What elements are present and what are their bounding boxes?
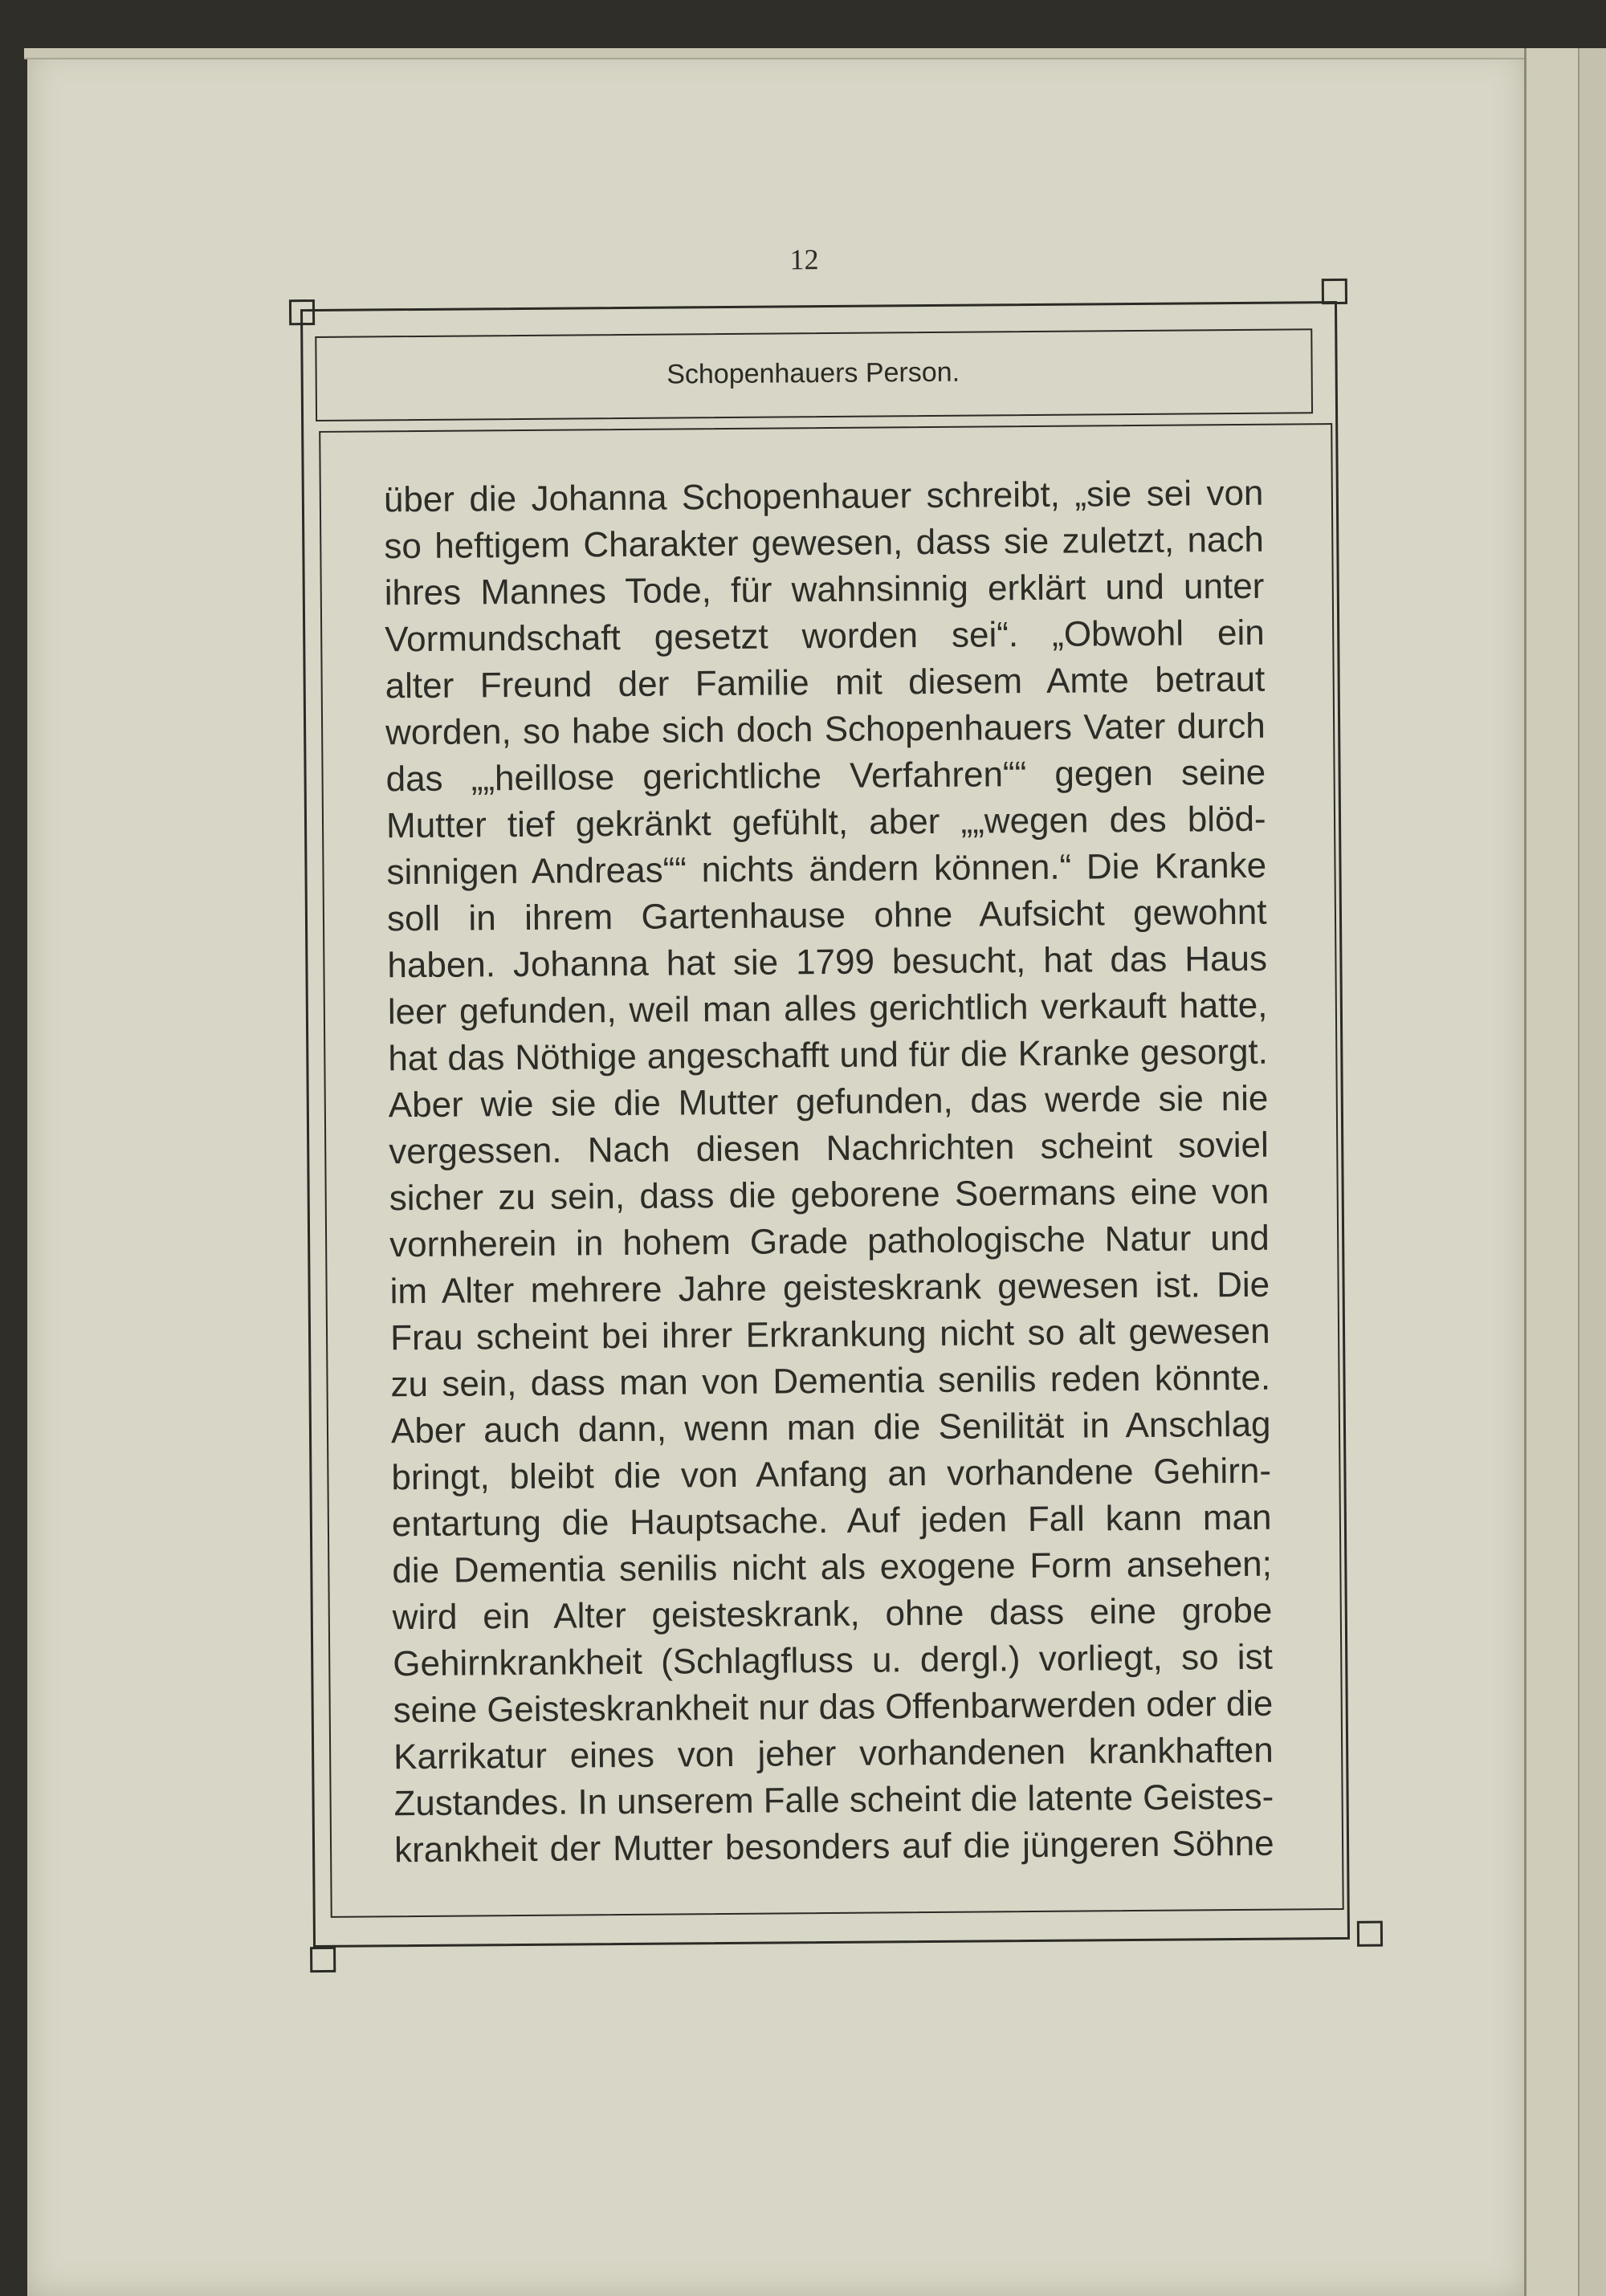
text-line xyxy=(393,1728,1274,1781)
text-line xyxy=(388,1029,1268,1083)
text-line-content: Vormundschaft gesetzt worden sei“. „Obwohl ein xyxy=(385,613,1265,660)
corner-square-top-right xyxy=(1322,279,1347,304)
page-number: 12 xyxy=(789,243,819,276)
text-line xyxy=(393,1774,1274,1828)
text-line xyxy=(385,657,1265,710)
text-line xyxy=(392,1541,1272,1595)
text-line-content: die Dementia senilis nicht als exogene Form ansehen; xyxy=(392,1544,1273,1591)
text-line xyxy=(384,470,1264,524)
text-line-content: hat das Nöthige angeschafft und für die Kranke gesorgt. xyxy=(388,1032,1269,1079)
text-line xyxy=(393,1588,1273,1642)
text-line xyxy=(392,1495,1272,1549)
text-line-content: soll in ihrem Gartenhause ohne Aufsicht gewohnt xyxy=(386,892,1267,939)
text-line-content: bringt, bleibt die von Anfang an vorhandene Gehirn- xyxy=(391,1451,1272,1498)
text-line xyxy=(385,703,1266,757)
text-line xyxy=(385,564,1265,617)
text-line-content: krankheit der Mutter besonders auf die jüngeren Söhne xyxy=(393,1823,1274,1871)
text-line xyxy=(389,1262,1270,1316)
text-line-content: Aber auch dann, wenn man die Senilität in Anschlag xyxy=(390,1404,1271,1451)
text-line xyxy=(388,983,1268,1036)
text-line-content: das „„heillose gerichtliche Verfahren““ gegen seine xyxy=(385,752,1266,800)
text-line-content: Aber wie sie die Mutter gefunden, das werde sie nie xyxy=(388,1078,1269,1126)
text-line xyxy=(389,1215,1270,1269)
text-line xyxy=(384,517,1264,571)
text-line-content: worden, so habe sich doch Schopenhauers Vater durch xyxy=(385,706,1266,753)
text-line xyxy=(387,889,1267,943)
text-line-content: Zustandes. In unserem Falle scheint die latente Geistes- xyxy=(393,1777,1274,1824)
text-line xyxy=(389,1076,1269,1130)
corner-square-bottom-right xyxy=(1357,1921,1383,1947)
text-line-content: alter Freund der Familie mit diesem Amte betraut xyxy=(385,659,1266,706)
text-line-content: Karrikatur eines von jeher vorhandenen krankhaften xyxy=(393,1730,1274,1777)
text-line-content: im Alter mehrere Jahre geisteskrank gewesen ist. Die xyxy=(389,1264,1270,1312)
text-line-content: vornherein in hohem Grade pathologische Natur und xyxy=(389,1218,1270,1265)
text-line-content: Gehirnkrankheit (Schlagfluss u. dergl.) vorliegt, so ist xyxy=(393,1637,1274,1684)
text-line xyxy=(385,750,1266,804)
corner-square-bottom-left xyxy=(310,1947,336,1972)
text-line xyxy=(391,1402,1271,1455)
text-line xyxy=(394,1821,1274,1875)
text-line-content: Frau scheint bei ihrer Erkrankung nicht so alt gewesen xyxy=(389,1311,1270,1358)
text-line xyxy=(390,1355,1270,1409)
text-line-content: haben. Johanna hat sie 1799 besucht, hat das Haus xyxy=(387,938,1268,986)
text-line-content: ihres Mannes Tode, für wahnsinnig erklärt und unter xyxy=(384,566,1265,613)
text-line xyxy=(393,1681,1273,1735)
text-line-content: vergessen. Nach diesen Nachrichten scheint soviel xyxy=(389,1125,1269,1172)
text-line-content: sinnigen Andreas““ nichts ändern können.“ Die Kranke xyxy=(386,845,1267,893)
text-line xyxy=(386,843,1266,897)
corner-square-top-left xyxy=(289,299,315,325)
text-line-content: zu sein, dass man von Dementia senilis reden könnte. xyxy=(390,1358,1271,1405)
text-line xyxy=(386,796,1266,850)
text-line-content: entartung die Hauptsache. Auf jeden Fall kann man xyxy=(391,1497,1272,1545)
text-line-content: über die Johanna Schopenhauer schreibt, „sie sei von xyxy=(383,473,1264,520)
text-line-content: Mutter tief gekränkt gefühlt, aber „„wegen des blöd- xyxy=(385,799,1266,846)
text-line xyxy=(393,1634,1273,1688)
text-line xyxy=(390,1309,1270,1362)
text-line-content: wird ein Alter geisteskrank, ohne dass eine grobe xyxy=(392,1590,1273,1638)
text-line-content: sicher zu sein, dass die geborene Soermans eine von xyxy=(389,1171,1270,1219)
text-line-content: seine Geisteskrankheit nur das Offenbarwerden oder die xyxy=(393,1683,1274,1731)
text-line xyxy=(389,1169,1269,1223)
text-line-content: so heftigem Charakter gewesen, dass sie zuletzt, nach xyxy=(384,519,1265,567)
running-head: Schopenhauers Person. xyxy=(666,356,960,390)
body-text xyxy=(384,470,1275,1875)
text-line xyxy=(385,610,1265,664)
text-line xyxy=(391,1448,1271,1502)
text-line xyxy=(387,936,1267,990)
text-line xyxy=(389,1122,1269,1176)
text-line-content: leer gefunden, weil man alles gerichtlich verkauft hatte, xyxy=(387,985,1268,1032)
